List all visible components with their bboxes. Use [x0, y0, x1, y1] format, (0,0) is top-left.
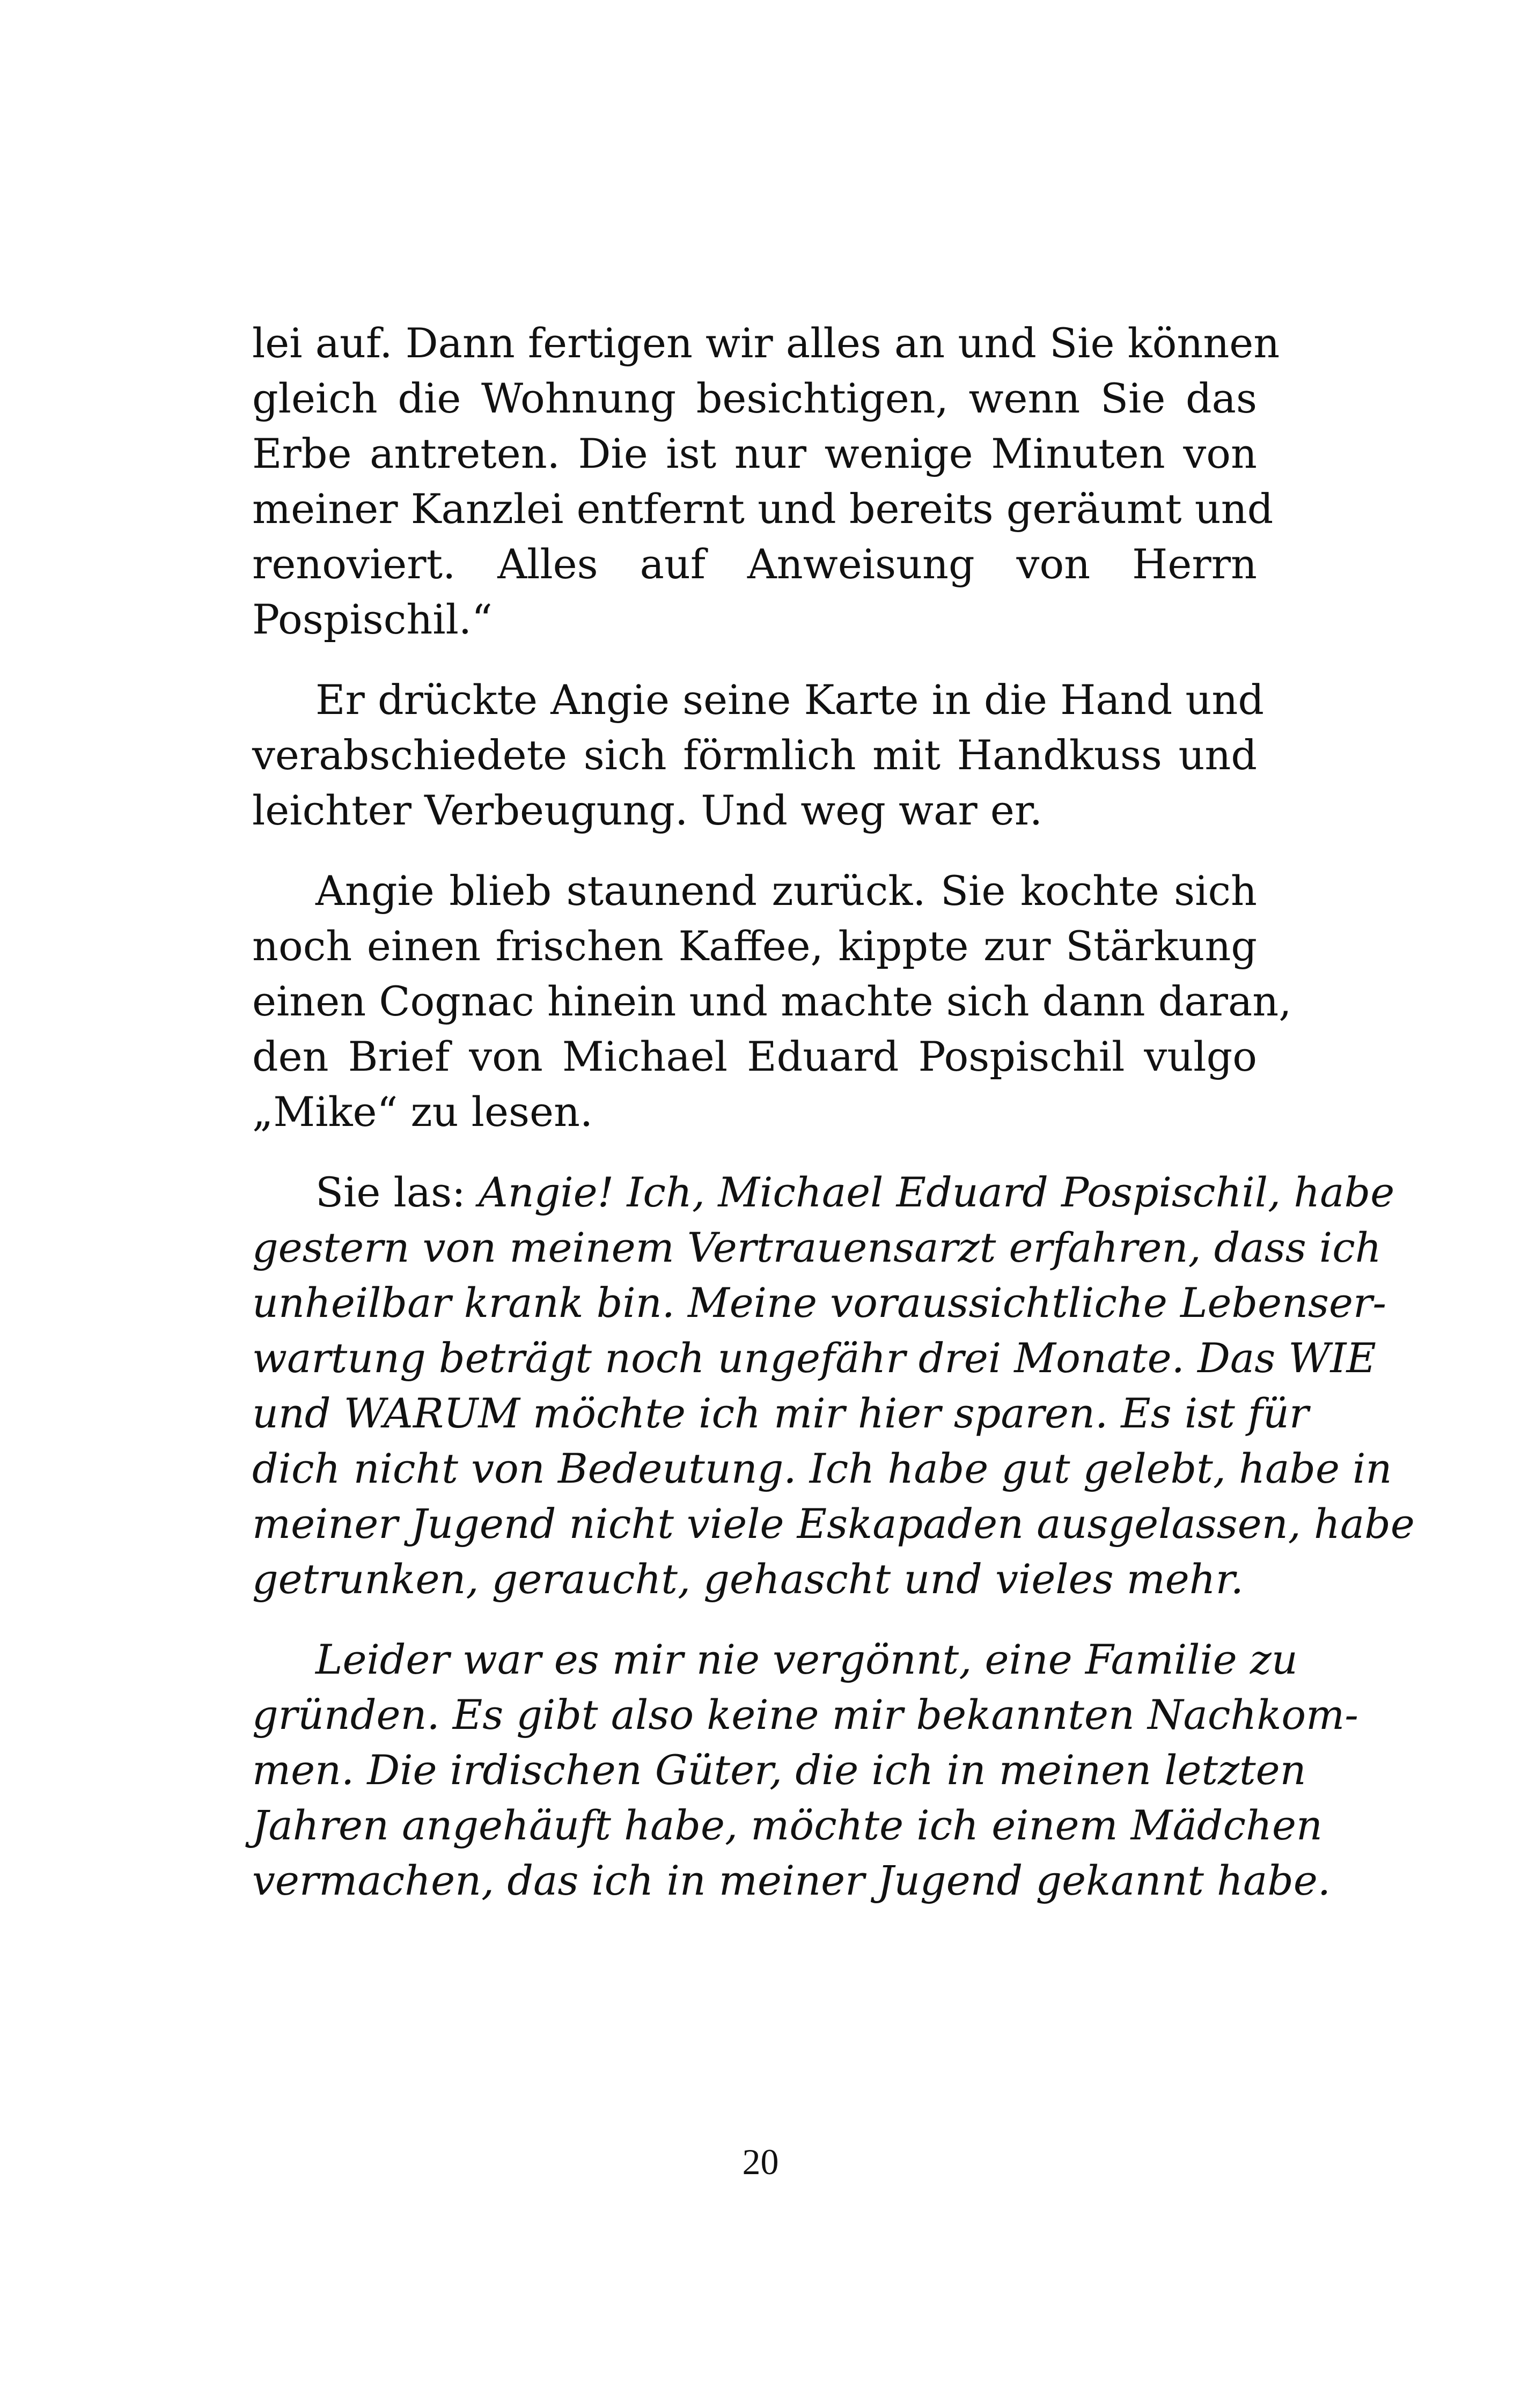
body-text-line: Pospischil.“ — [252, 595, 493, 643]
body-text-line: den Brief von Michael Eduard Pospischil vulgo — [252, 1033, 1257, 1080]
letter-text-line: getrunken, geraucht, gehascht und vieles mehr. — [252, 1555, 1244, 1603]
body-text-line: lei auf. Dann fertigen wir alles an und Sie können — [252, 319, 1280, 367]
body-text-line: verabschiedete sich förmlich mit Handkuss und — [252, 731, 1257, 779]
body-text-line: renoviert. Alles auf Anweisung von Herrn — [252, 540, 1257, 588]
body-text-line: meiner Kanzlei entfernt und bereits geräumt und — [252, 485, 1274, 533]
letter-text-line: unheilbar krank bin. Meine voraussichtliche Lebenser- — [252, 1279, 1387, 1327]
letter-opening-line — [315, 1166, 1395, 1219]
body-text-line: leichter Verbeugung. Und weg war er. — [252, 786, 1043, 834]
letter-text: Angie! Ich, Michael Eduard Pospischil, habe — [478, 1168, 1395, 1216]
letter-text-line: und WARUM möchte ich mir hier sparen. Es ist für — [252, 1389, 1309, 1437]
body-text-line: einen Cognac hinein und machte sich dann daran, — [252, 977, 1292, 1025]
letter-text-line: vermachen, das ich in meiner Jugend gekannt habe. — [252, 1857, 1331, 1904]
body-text-line: Angie blieb staunend zurück. Sie kochte sich — [315, 867, 1257, 915]
letter-text-line: meiner Jugend nicht viele Eskapaden ausgelassen, habe — [252, 1500, 1415, 1548]
body-text-line: „Mike“ zu lesen. — [252, 1088, 593, 1136]
body-text-line: gleich die Wohnung besichtigen, wenn Sie das — [252, 374, 1257, 422]
letter-text-line: men. Die irdischen Güter, die ich in meinen letzten — [252, 1746, 1306, 1794]
letter-text-line: gestern von meinem Vertrauensarzt erfahren, dass ich — [252, 1224, 1382, 1271]
letter-text-line: gründen. Es gibt also keine mir bekannten Nachkom- — [252, 1691, 1358, 1739]
letter-text-line: Jahren angehäuft habe, möchte ich einem Mädchen — [252, 1801, 1322, 1849]
letter-text-line: dich nicht von Bedeutung. Ich habe gut gelebt, habe in — [252, 1445, 1392, 1492]
body-text-line: Er drückte Angie seine Karte in die Hand und — [315, 676, 1264, 724]
body-text-line: Erbe antreten. Die ist nur wenige Minuten von — [252, 430, 1257, 477]
page-number: 20 — [742, 2141, 779, 2182]
letter-text-line: Leider war es mir nie vergönnt, eine Familie zu — [315, 1636, 1298, 1683]
lead-in-text: Sie las: — [315, 1168, 479, 1216]
letter-text-line: wartung beträgt noch ungefähr drei Monate. Das WIE — [252, 1334, 1376, 1382]
body-text-line: noch einen frischen Kaffee, kippte zur Stärkung — [252, 922, 1257, 970]
